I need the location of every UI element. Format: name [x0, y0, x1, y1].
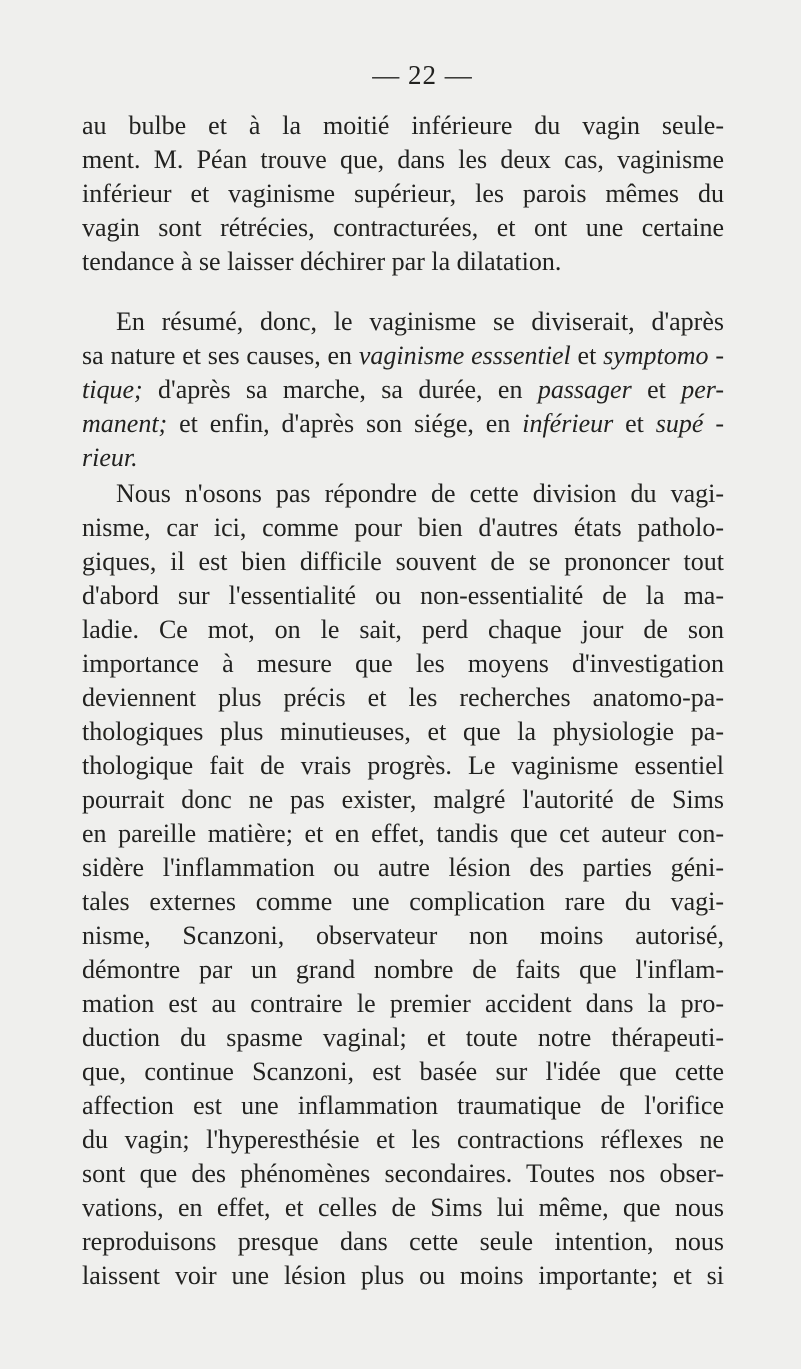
text-segment: et [631, 375, 682, 404]
text-line: du vagin; l'hyperesthésie et les contractions réflexes ne [82, 1125, 724, 1154]
text-line [82, 408, 724, 440]
text-line: ladie. Ce mot, on le sait, perd chaque jour de son [82, 615, 724, 644]
text-segment: sa nature et ses causes, en [82, 341, 359, 370]
text-line: mation est au contraire le premier accident dans la pro- [82, 989, 724, 1018]
text-line: vagin sont rétrécies, contracturées, et ont une certaine [82, 213, 724, 242]
text-line: laissent voir une lésion plus ou moins importante; et si [82, 1261, 724, 1290]
italic-term: per- [681, 375, 724, 404]
text-segment: et enfin, d'après son siége, en [167, 409, 523, 438]
italic-term: supé - [655, 409, 724, 438]
italic-term: manent; [82, 409, 168, 438]
text-line: d'abord sur l'essentialité ou non-essentialité de la ma- [82, 581, 724, 610]
text-line: tendance à se laisser déchirer par la dilatation. [82, 247, 562, 276]
italic-term: passager [537, 375, 632, 404]
italic-term: rieur. [82, 443, 138, 472]
italic-term: inférieur [522, 409, 614, 438]
text-line: démontre par un grand nombre de faits que l'inflam- [82, 955, 724, 984]
italic-term: tique; [82, 375, 143, 404]
text-line: inférieur et vaginisme supérieur, les parois mêmes du [82, 179, 724, 208]
text-line: nisme, Scanzoni, observateur non moins autorisé, [82, 921, 724, 950]
text-line: pourrait donc ne pas exister, malgré l'autorité de Sims [82, 785, 724, 814]
text-line: sidère l'inflammation ou autre lésion des parties géni- [82, 853, 724, 882]
text-line: sont que des phénomènes secondaires. Toutes nos obser- [82, 1159, 724, 1188]
text-line: Nous n'osons pas répondre de cette division du vagi- [116, 479, 724, 508]
text-segment: et [570, 341, 604, 370]
italic-term: symptomo - [603, 341, 724, 370]
text-line: deviennent plus précis et les recherches anatomo-pa- [82, 683, 724, 712]
italic-term: vaginisme esssentiel [358, 341, 571, 370]
text-line: duction du spasme vaginal; et toute notre thérapeuti- [82, 1023, 724, 1052]
text-line [82, 374, 724, 406]
text-line: ment. M. Péan trouve que, dans les deux cas, vaginisme [82, 145, 724, 174]
text-line [82, 340, 724, 372]
text-segment: d'après sa marche, sa durée, en [142, 375, 538, 404]
page-number: — 22 — [372, 60, 473, 90]
text-line: affection est une inflammation traumatique de l'orifice [82, 1091, 724, 1120]
text-line: au bulbe et à la moitié inférieure du vagin seule- [82, 111, 724, 140]
text-line: importance à mesure que les moyens d'investigation [82, 649, 724, 678]
text-line: nisme, car ici, comme pour bien d'autres états patholo- [82, 513, 724, 542]
text-line: reproduisons presque dans cette seule intention, nous [82, 1227, 724, 1256]
text-line: En résumé, donc, le vaginisme se diviserait, d'après [116, 307, 724, 336]
text-segment: et [613, 409, 656, 438]
text-line: tales externes comme une complication rare du vagi- [82, 887, 724, 916]
text-line: thologiques plus minutieuses, et que la physiologie pa- [82, 717, 724, 746]
text-line: thologique fait de vrais progrès. Le vaginisme essentiel [82, 751, 724, 780]
text-line [82, 442, 724, 474]
text-line: en pareille matière; et en effet, tandis que cet auteur con- [82, 819, 724, 848]
text-line: vations, en effet, et celles de Sims lui même, que nous [82, 1193, 724, 1222]
text-line: que, continue Scanzoni, est basée sur l'idée que cette [82, 1057, 724, 1086]
text-line: giques, il est bien difficile souvent de se prononcer tout [82, 547, 724, 576]
